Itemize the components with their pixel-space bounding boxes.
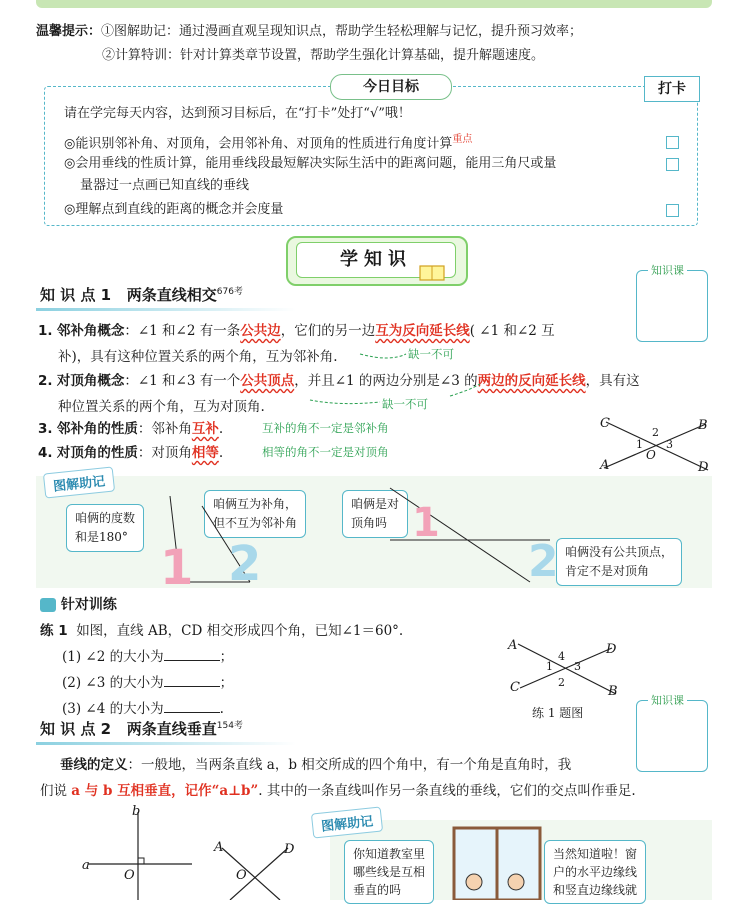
item1-text-2: ，它们的另一边 xyxy=(280,323,376,339)
key-point-mark: 重点 xyxy=(452,134,473,145)
figure-perpendicular-2 xyxy=(210,836,310,900)
goals-title: 今日目标 xyxy=(330,74,452,100)
kp2-title: 两条直线垂直 xyxy=(126,720,217,738)
fig2-angle-1: 1 xyxy=(546,660,553,673)
top-banner xyxy=(36,0,712,8)
fig1-angle-2: 2 xyxy=(652,426,659,439)
item4-text: ：对顶角 xyxy=(137,445,192,461)
comic2-bubble-2 xyxy=(544,840,646,904)
perp-text-1: ：一般地，当两条直线 a，b 相交所成的四个角中，有一个角是直角时，我 xyxy=(127,757,572,773)
fig3-label-b: b xyxy=(132,804,141,819)
item1-term: 邻补角概念 xyxy=(56,323,125,339)
item4-note: 相等的角不一定是对顶角 xyxy=(262,445,389,459)
comic1-bubble-4-line-2: 肯定不是对顶角 xyxy=(565,564,650,578)
item2-num: 2. xyxy=(38,373,53,389)
perp-key: a 与 b 互相垂直，记作“a⊥b” xyxy=(71,783,259,799)
item2-text-1: ：∠1 和∠3 有一个 xyxy=(124,373,241,389)
fig2-angle-3: 3 xyxy=(574,660,581,673)
comic2-bubble-2-line-2: 户的水平边缘线 xyxy=(553,865,638,879)
item1-key-2: 互为反向延长线 xyxy=(375,323,470,339)
goal-checkbox-3[interactable] xyxy=(666,204,679,217)
ex1-part-2-end: ； xyxy=(219,675,234,691)
fig1-angle-3: 3 xyxy=(666,438,673,451)
comic2-bubble-1-line-3: 垂直的吗 xyxy=(353,883,402,897)
item1-num: 1. xyxy=(38,323,53,339)
item2-key-2: 两边的反向延长线 xyxy=(477,373,586,389)
fig3-label-O: O xyxy=(124,868,135,883)
knowledge-class-label-1: 知识课 xyxy=(648,262,687,278)
item1-key-1: 公共边 xyxy=(240,323,281,339)
item3-text: ：邻补角 xyxy=(137,421,192,437)
goal-item-1-text: ◎能识别邻补角、对顶角，会用邻补角、对顶角的性质进行角度计算 xyxy=(64,136,453,152)
comic1-character-2: 2 xyxy=(228,536,262,592)
fig1-label-D: D xyxy=(698,460,709,475)
exercise-1 xyxy=(40,618,403,722)
tips-label: 温馨提示： xyxy=(36,24,102,39)
comic1-character-1: 1 xyxy=(160,540,194,596)
ex1-part-3-end: . xyxy=(219,701,224,717)
ex1-part-1-end: ； xyxy=(219,649,234,665)
window-illustration xyxy=(452,826,542,900)
fig2-label-B: B xyxy=(608,684,618,699)
property-vertical xyxy=(38,440,223,466)
comic2-bubble-1 xyxy=(344,840,434,904)
goal-item-2-line1: ◎会用垂线的性质计算，能用垂线段最短解决实际生活中的距离问题，能用三角尺或量 xyxy=(64,156,557,171)
comic1-bubble-4-line-1: 咱俩没有公共顶点， xyxy=(565,545,674,559)
practice-title: 针对训练 xyxy=(60,597,117,613)
ex1-part-3: (3) ∠4 的大小为 xyxy=(62,701,164,717)
fig1-label-C: C xyxy=(600,416,610,431)
comic2-bubble-1-line-1: 你知道教室里 xyxy=(353,847,426,861)
fig2-angle-4: 4 xyxy=(558,650,565,663)
comic1-bubble-1-line-1: 咱俩的度数 xyxy=(75,511,136,525)
ex1-answer-1[interactable] xyxy=(164,646,220,661)
item3-num: 3. xyxy=(38,421,53,437)
tips-line-2: ②计算特训：针对计算类章节设置，帮助学生强化计算基础，提升解题速度。 xyxy=(102,48,545,63)
comic2-bubble-2-line-3: 和竖直边缘线就 xyxy=(553,883,638,897)
comic2-bubble-1-line-2: 哪些线是互相 xyxy=(353,865,426,879)
comic1-character-3: 1 xyxy=(412,500,440,546)
item3-end: . xyxy=(218,421,224,437)
item4-key: 相等 xyxy=(191,445,219,461)
comic-label-2: 图解助记 xyxy=(311,806,383,838)
item2-text-2: ，并且∠1 的两边分别是∠3 的 xyxy=(294,373,478,389)
fig1-label-O: O xyxy=(646,448,656,462)
item3-note: 互补的角不一定是邻补角 xyxy=(262,421,389,435)
item1-text-1: ：∠1 和∠2 有一条 xyxy=(124,323,241,339)
fig2-label-D: D xyxy=(606,642,617,657)
goal-item-1 xyxy=(64,130,472,154)
kp2-underline xyxy=(36,742,296,745)
item2-term: 对顶角概念 xyxy=(56,373,125,389)
fig2-label-C: C xyxy=(510,680,520,695)
tips-line-1: ①图解助记：通过漫画直观呈现知识点，帮助学生轻松理解与记忆，提升预习效率； xyxy=(101,24,583,39)
item2-line-2: 种位置关系的两个角，互为对顶角. xyxy=(58,399,265,415)
kp1-underline xyxy=(36,308,296,311)
ex1-part-1: (1) ∠2 的大小为 xyxy=(62,649,164,665)
perp-term: 垂线的定义 xyxy=(60,757,128,773)
perp-text-2a: 们说 xyxy=(40,783,72,799)
figure-perpendicular xyxy=(80,806,200,900)
learn-banner-title: 学知识 xyxy=(296,242,456,278)
ex1-question: 如图，直线 AB，CD 相交形成四个角，已知∠1＝60°. xyxy=(76,623,404,639)
item4-term: 对顶角的性质 xyxy=(56,445,138,461)
item2-text-3: ，具有这 xyxy=(585,373,640,389)
item1-note: 缺一不可 xyxy=(408,347,454,361)
goal-item-2-line2: 量器过一点画已知直线的垂线 xyxy=(80,178,250,193)
book-icon xyxy=(418,262,448,284)
comic1-bubble-2-line-1: 咱俩互为补角， xyxy=(213,497,298,511)
perpendicular-definition xyxy=(40,752,680,804)
fig2-caption: 练 1 题图 xyxy=(532,706,584,720)
fig4-label-D: D xyxy=(284,842,295,857)
item1-line-2: 补)，具有这种位置关系的两个角，互为邻补角. xyxy=(58,349,338,365)
item1-text-3: ( ∠1 和∠2 互 xyxy=(469,323,555,339)
comic1-bubble-4 xyxy=(556,538,682,586)
item2-note: 缺一不可 xyxy=(382,397,428,411)
comic2-bubble-2-line-1: 当然知道啦！窗 xyxy=(553,847,638,861)
item2-key-1: 公共顶点 xyxy=(240,373,295,389)
fig1-angle-1: 1 xyxy=(636,438,643,451)
ex1-answer-2[interactable] xyxy=(164,672,220,687)
knowledge-class-box-1 xyxy=(636,270,708,342)
goals-intro: 请在学完每天内容，达到预习目标后，在“打卡”处打“√”哦！ xyxy=(64,106,411,121)
fig3-label-a: a xyxy=(82,858,90,873)
kp1-heading xyxy=(40,284,243,305)
fig2-label-A: A xyxy=(508,638,518,653)
kp1-title: 两条直线相交 xyxy=(126,286,217,304)
comic1-bubble-1-line-2: 和是180° xyxy=(75,530,128,544)
practice-heading xyxy=(40,594,117,614)
kp1-exam-count: 676考 xyxy=(216,287,243,297)
kp2-label: 知 识 点 2 xyxy=(40,720,112,738)
fig4-label-A: A xyxy=(214,840,224,855)
goal-item-3: ◎理解点到直线的距离的概念并会度量 xyxy=(64,202,284,217)
fig4-label-O: O xyxy=(236,868,247,883)
item3-key: 互补 xyxy=(191,421,219,437)
kp2-heading xyxy=(40,718,243,739)
knowledge-class-label-2: 知识课 xyxy=(648,692,687,708)
goal-checkbox-1[interactable] xyxy=(666,136,679,149)
item4-end: . xyxy=(218,445,224,461)
comic1-bubble-3-line-1: 咱俩是对 xyxy=(351,497,400,511)
kp1-label: 知 识 点 1 xyxy=(40,286,112,304)
comic1-character-4: 2 xyxy=(528,536,559,587)
item3-term: 邻补角的性质 xyxy=(56,421,138,437)
ex1-label: 练 1 xyxy=(40,623,68,639)
fig1-label-A: A xyxy=(600,458,610,473)
fig2-angle-2: 2 xyxy=(558,676,565,689)
property-adjacent xyxy=(38,416,223,442)
pencil-icon xyxy=(40,598,56,612)
item4-num: 4. xyxy=(38,445,53,461)
perp-text-2b: . 其中的一条直线叫作另一条直线的垂线，它们的交点叫作垂足. xyxy=(258,783,636,799)
ex1-answer-3[interactable] xyxy=(164,698,220,713)
note-connectors xyxy=(300,340,500,440)
checkin-label: 打卡 xyxy=(644,76,700,102)
kp2-exam-count: 154考 xyxy=(216,721,243,731)
comic-label-1: 图解助记 xyxy=(43,466,115,498)
comic1-bubble-3-line-2: 顶角吗 xyxy=(351,516,388,530)
fig1-label-B: B xyxy=(698,418,708,433)
ex1-part-2: (2) ∠3 的大小为 xyxy=(62,675,164,691)
comic1-bubble-2-line-2: 但不互为邻补角 xyxy=(213,516,298,530)
tips-block xyxy=(36,20,582,68)
goal-checkbox-2[interactable] xyxy=(666,158,679,171)
